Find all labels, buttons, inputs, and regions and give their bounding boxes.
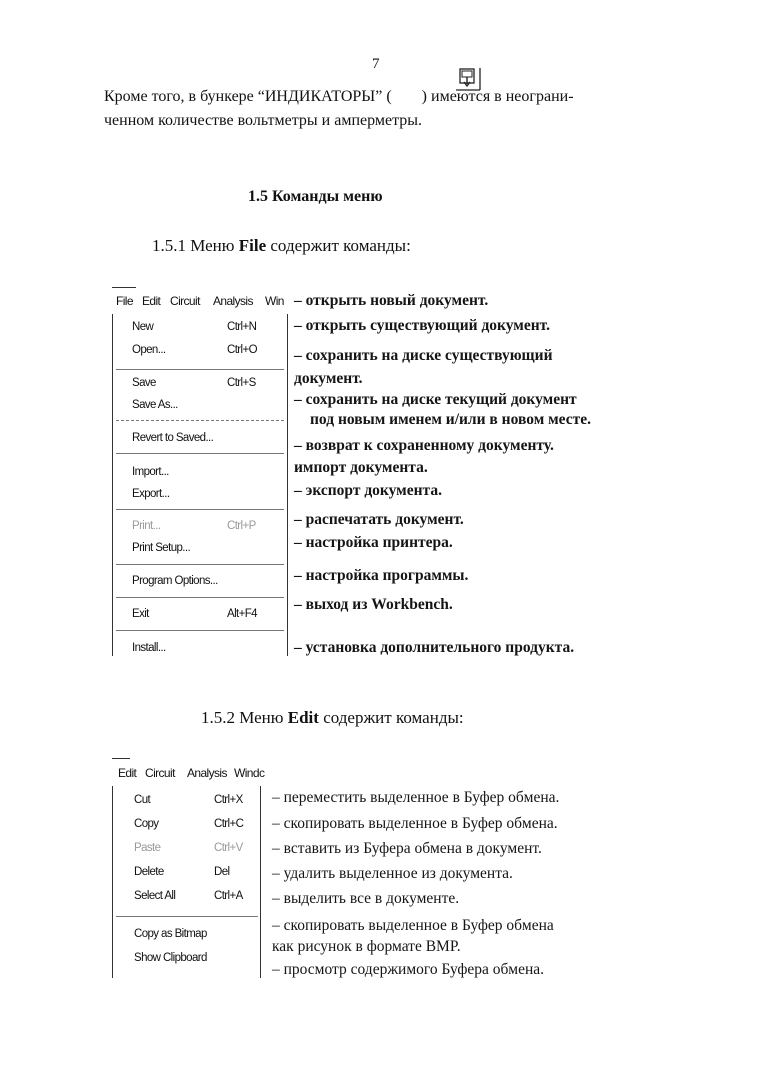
edit-desc-delete: – удалить выделенное из документа.: [272, 865, 513, 882]
file-menu-screenshot: [112, 286, 292, 666]
menubar-window[interactable]: Windc: [234, 766, 265, 780]
menu-separator: [116, 453, 284, 454]
menubar-edit[interactable]: Edit: [118, 766, 137, 780]
file-desc-new: – открыть новый документ.: [294, 292, 489, 309]
menu-item-show-clipboard[interactable]: Show Clipboard: [134, 952, 207, 964]
menu-item-open[interactable]: Open... Ctrl+O: [132, 344, 257, 356]
menu-item-new[interactable]: New Ctrl+N: [132, 321, 257, 333]
menu-item-save-as[interactable]: Save As...: [132, 399, 178, 411]
file-desc-save-as-2: под новым именем и/или в новом месте.: [310, 411, 591, 428]
menu-separator: [116, 509, 284, 510]
intro-line-1: [104, 88, 574, 106]
file-desc-exit: – выход из Workbench.: [294, 596, 453, 613]
edit-desc-show-clipboard: – просмотр содержимого Буфера обмена.: [272, 961, 545, 978]
intro-line-1-end: ) имеются в неограни-: [421, 88, 574, 105]
menu-item-delete[interactable]: Delete Del: [134, 866, 230, 878]
edit-desc-copy: – скопировать выделенное в Буфер обмена.: [272, 815, 558, 832]
menu-item-copy[interactable]: Copy Ctrl+C: [134, 818, 244, 830]
page-number: 7: [372, 56, 380, 72]
menu-item-import[interactable]: Import...: [132, 466, 169, 478]
menu-item-select-all[interactable]: Select All Ctrl+A: [134, 890, 243, 902]
indicator-icon: [382, 66, 482, 96]
edit-menu-intro: 1.5.2 Меню Edit содержит команды:: [201, 708, 464, 727]
menubar-analysis[interactable]: Analysis: [187, 766, 227, 780]
menubar-file[interactable]: File: [116, 294, 133, 308]
edit-desc-select-all: – выделить все в документе.: [272, 890, 460, 907]
file-menu-name: File: [238, 236, 267, 255]
file-desc-save-1: – сохранить на диске существующий: [294, 347, 553, 364]
edit-desc-copy-bitmap-1: – скопировать выделенное в Буфер обмена: [272, 917, 554, 934]
edit-menu-name: Edit: [287, 708, 319, 727]
file-menu-intro: 1.5.1 Меню File содержит команды:: [152, 236, 411, 255]
file-desc-install: – установка дополнительного продукта.: [294, 639, 575, 656]
file-desc-import: импорт документа.: [294, 459, 428, 476]
edit-menu-screenshot: [112, 756, 272, 981]
file-desc-save-as-1: – сохранить на диске текущий документ: [294, 391, 577, 408]
menu-item-cut[interactable]: Cut Ctrl+X: [134, 794, 243, 806]
edit-menu-bar: [112, 766, 272, 784]
file-desc-open: – открыть существующий документ.: [294, 317, 550, 334]
menu-separator: [116, 420, 284, 421]
edit-desc-cut: – переместить выделенное в Буфер обмена.: [272, 789, 560, 806]
file-menu-bar: [112, 294, 292, 312]
menu-item-copy-as-bitmap[interactable]: Copy as Bitmap: [134, 928, 207, 940]
menu-item-print: Print... Ctrl+P: [132, 520, 256, 532]
file-desc-export: – экспорт документа.: [294, 482, 442, 499]
menu-separator: [116, 369, 284, 370]
menu-item-save[interactable]: Save Ctrl+S: [132, 377, 256, 389]
file-desc-print: – распечатать документ.: [294, 511, 464, 528]
menubar-circuit[interactable]: Circuit: [145, 766, 175, 780]
edit-desc-paste: – вставить из Буфера обмена в документ.: [272, 840, 542, 857]
menu-separator: [116, 630, 284, 631]
menu-item-export[interactable]: Export...: [132, 488, 170, 500]
file-desc-save-2: документ.: [294, 370, 363, 387]
menu-item-exit[interactable]: Exit Alt+F4: [132, 608, 257, 620]
intro-line-1-start: Кроме того, в бункере “ИНДИКАТОРЫ” (: [104, 88, 392, 105]
intro-line-2: ченном количестве вольтметры и амперметры.: [104, 112, 423, 129]
menu-item-revert[interactable]: Revert to Saved...: [132, 432, 214, 444]
menu-item-install[interactable]: Install...: [132, 642, 166, 654]
file-desc-options: – настройка программы.: [294, 567, 469, 584]
menu-item-program-options[interactable]: Program Options...: [132, 575, 218, 587]
file-desc-revert: – возврат к сохраненному документу.: [294, 437, 554, 454]
menubar-edit[interactable]: Edit: [142, 294, 161, 308]
menu-separator: [116, 597, 284, 598]
menu-separator: [116, 564, 284, 565]
menu-separator: [116, 916, 258, 917]
menubar-window[interactable]: Win: [265, 294, 284, 308]
section-title: 1.5 Команды меню: [248, 188, 383, 205]
menu-item-paste: Paste Ctrl+V: [134, 842, 243, 854]
edit-desc-copy-bitmap-2: как рисунок в формате BMP.: [272, 938, 461, 955]
menubar-circuit[interactable]: Circuit: [170, 294, 200, 308]
file-desc-print-setup: – настройка принтера.: [294, 534, 453, 551]
menu-item-print-setup[interactable]: Print Setup...: [132, 542, 191, 554]
menubar-analysis[interactable]: Analysis: [213, 294, 253, 308]
